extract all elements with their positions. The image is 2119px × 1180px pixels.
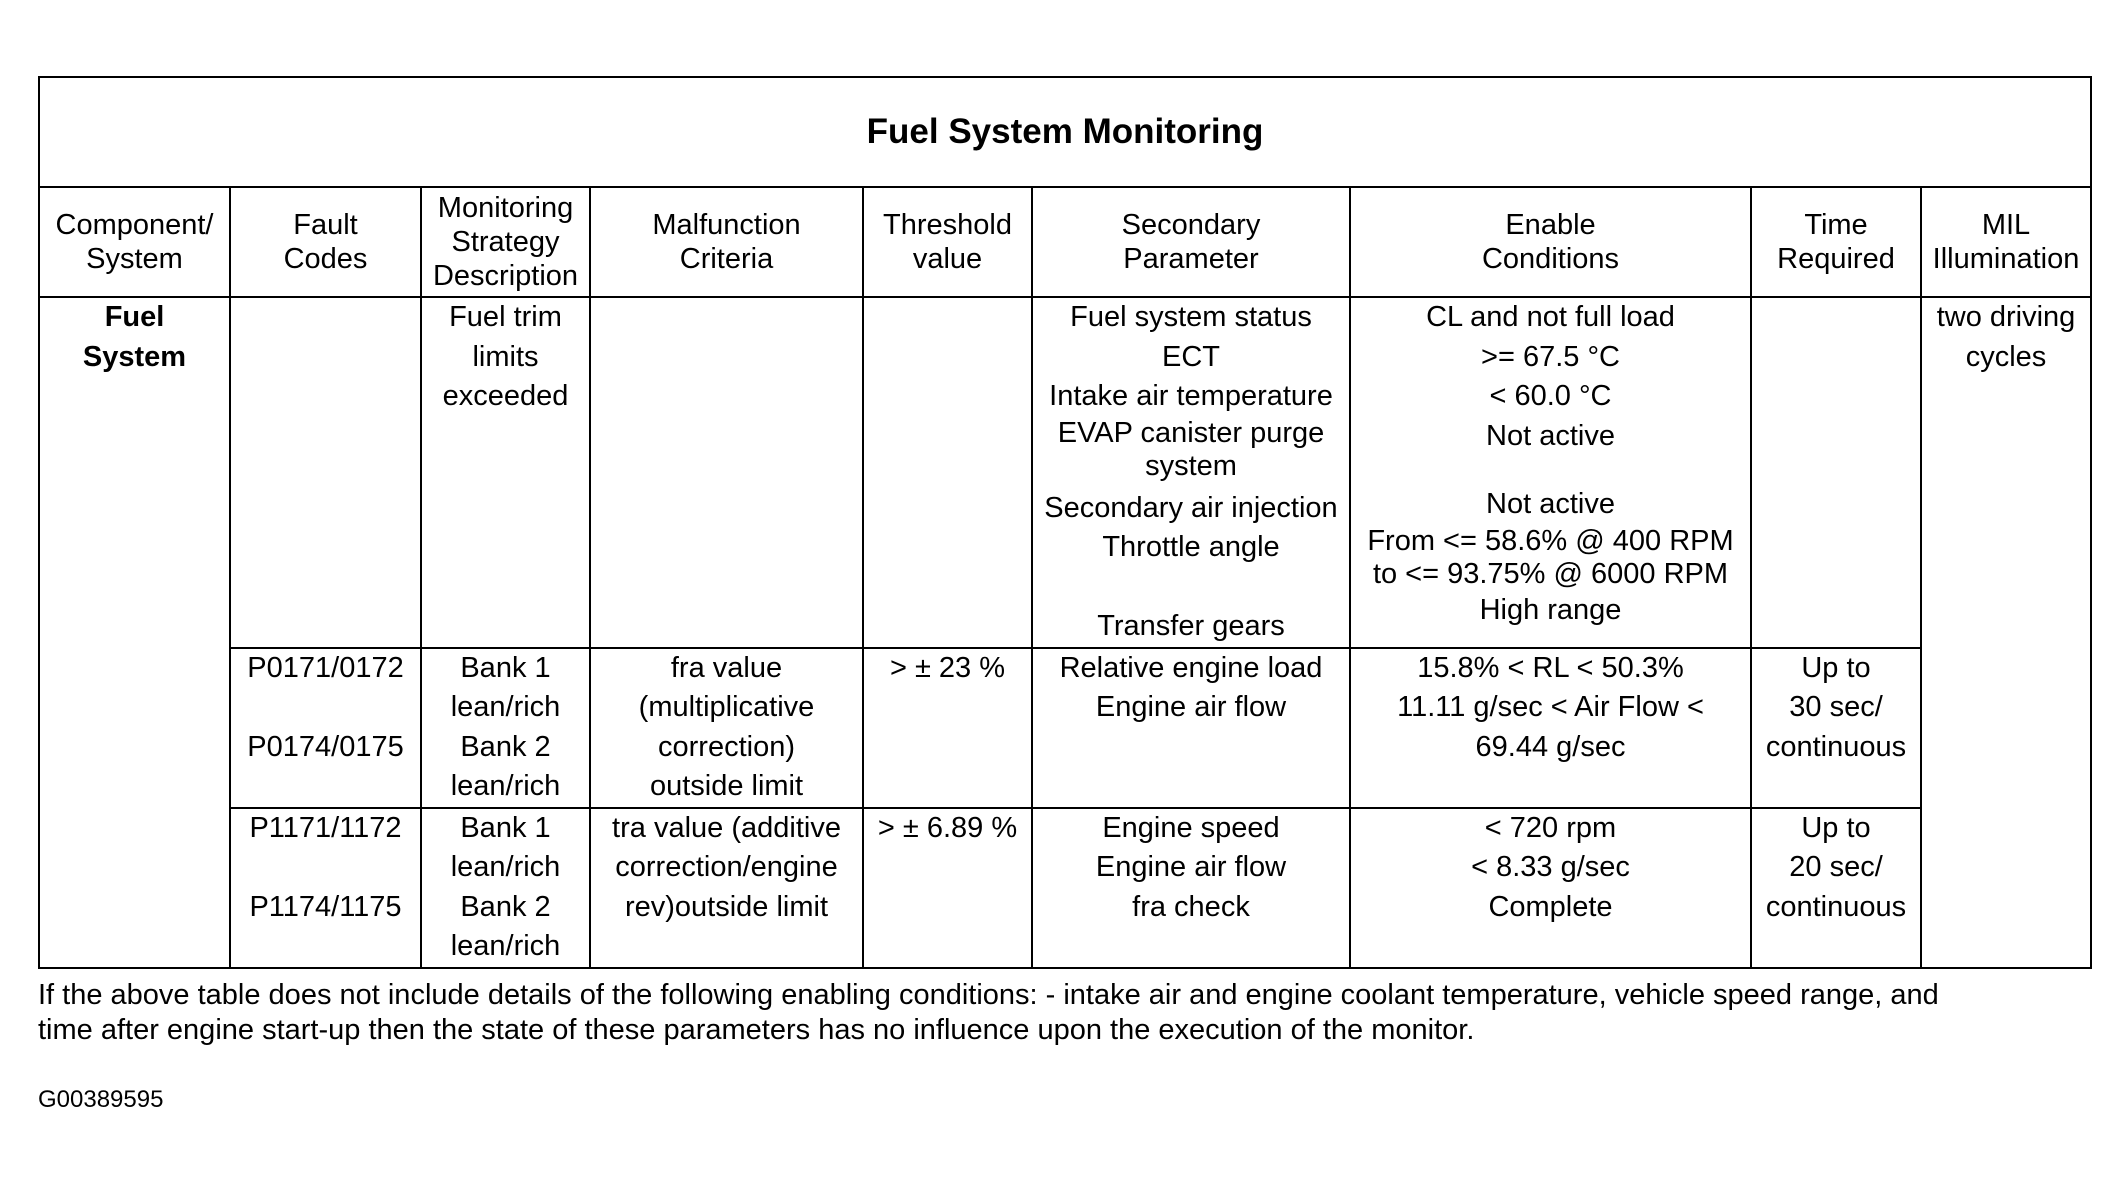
header-fault-codes: Fault Codes: [230, 187, 421, 297]
header-mil-illumination: MIL Illumination: [1921, 187, 2091, 297]
fault-codes-cell: P1171/1172 P1174/1175: [230, 808, 421, 968]
header-row: [39, 187, 2091, 297]
time-required-cell: Up to 30 sec/ continuous: [1751, 648, 1921, 808]
threshold-cell: > ± 23 %: [863, 648, 1032, 808]
secondary-parameter-cell: Engine speed Engine air flow fra check: [1032, 808, 1350, 968]
time-required-cell: [1751, 297, 1921, 648]
header-time-required: Time Required: [1751, 187, 1921, 297]
title-row: [39, 77, 2091, 187]
table-row: [39, 648, 2091, 808]
figure-id: G00389595: [38, 1086, 164, 1113]
header-malfunction-criteria: Malfunction Criteria: [590, 187, 863, 297]
footnote: [38, 978, 2090, 1048]
fuel-system-monitoring-table: [38, 76, 2092, 969]
footnote-line: If the above table does not include details of the following enabling conditions: - intake air and engine coolant temperature, vehicle speed range, and: [38, 979, 1939, 1011]
strategy-cell: Bank 1 lean/rich Bank 2 lean/rich: [421, 808, 590, 968]
secondary-parameter-cell: Relative engine load Engine air flow: [1032, 648, 1350, 808]
header-enable-conditions: Enable Conditions: [1350, 187, 1751, 297]
malfunction-cell: fra value (multiplicative correction) outside limit: [590, 648, 863, 808]
malfunction-cell: [590, 297, 863, 648]
strategy-cell: Fuel trim limits exceeded: [421, 297, 590, 648]
fault-codes-cell: [230, 297, 421, 648]
table-title: Fuel System Monitoring: [39, 77, 2091, 187]
header-component: Component/ System: [39, 187, 230, 297]
header-threshold-value: Threshold value: [863, 187, 1032, 297]
footnote-line: time after engine start-up then the state of these parameters has no influence upon the execution of the monitor.: [38, 1014, 1475, 1046]
table-row: [39, 808, 2091, 968]
header-monitoring-strategy: Monitoring Strategy Description: [421, 187, 590, 297]
time-required-cell: Up to 20 sec/ continuous: [1751, 808, 1921, 968]
fault-codes-cell: P0171/0172 P0174/0175: [230, 648, 421, 808]
strategy-cell: Bank 1 lean/rich Bank 2 lean/rich: [421, 648, 590, 808]
secondary-parameter-cell: Fuel system status ECT Intake air temperature EVAP canister purge system Secondary air injection Throttle angle Transfer gears: [1032, 297, 1350, 648]
mil-illumination-cell: two driving cycles: [1921, 297, 2091, 968]
enable-conditions-cell: CL and not full load >= 67.5 °C < 60.0 °C Not active Not active From <= 58.6% @ 400 RPM to <= 93.75% @ 6000 RPM High range: [1350, 297, 1751, 648]
table-row: [39, 297, 2091, 648]
threshold-cell: > ± 6.89 %: [863, 808, 1032, 968]
threshold-cell: [863, 297, 1032, 648]
header-secondary-parameter: Secondary Parameter: [1032, 187, 1350, 297]
enable-conditions-cell: 15.8% < RL < 50.3% 11.11 g/sec < Air Flow < 69.44 g/sec: [1350, 648, 1751, 808]
malfunction-cell: tra value (additive correction/engine rev)outside limit: [590, 808, 863, 968]
enable-conditions-cell: < 720 rpm < 8.33 g/sec Complete: [1350, 808, 1751, 968]
component-cell: Fuel System: [39, 297, 230, 968]
